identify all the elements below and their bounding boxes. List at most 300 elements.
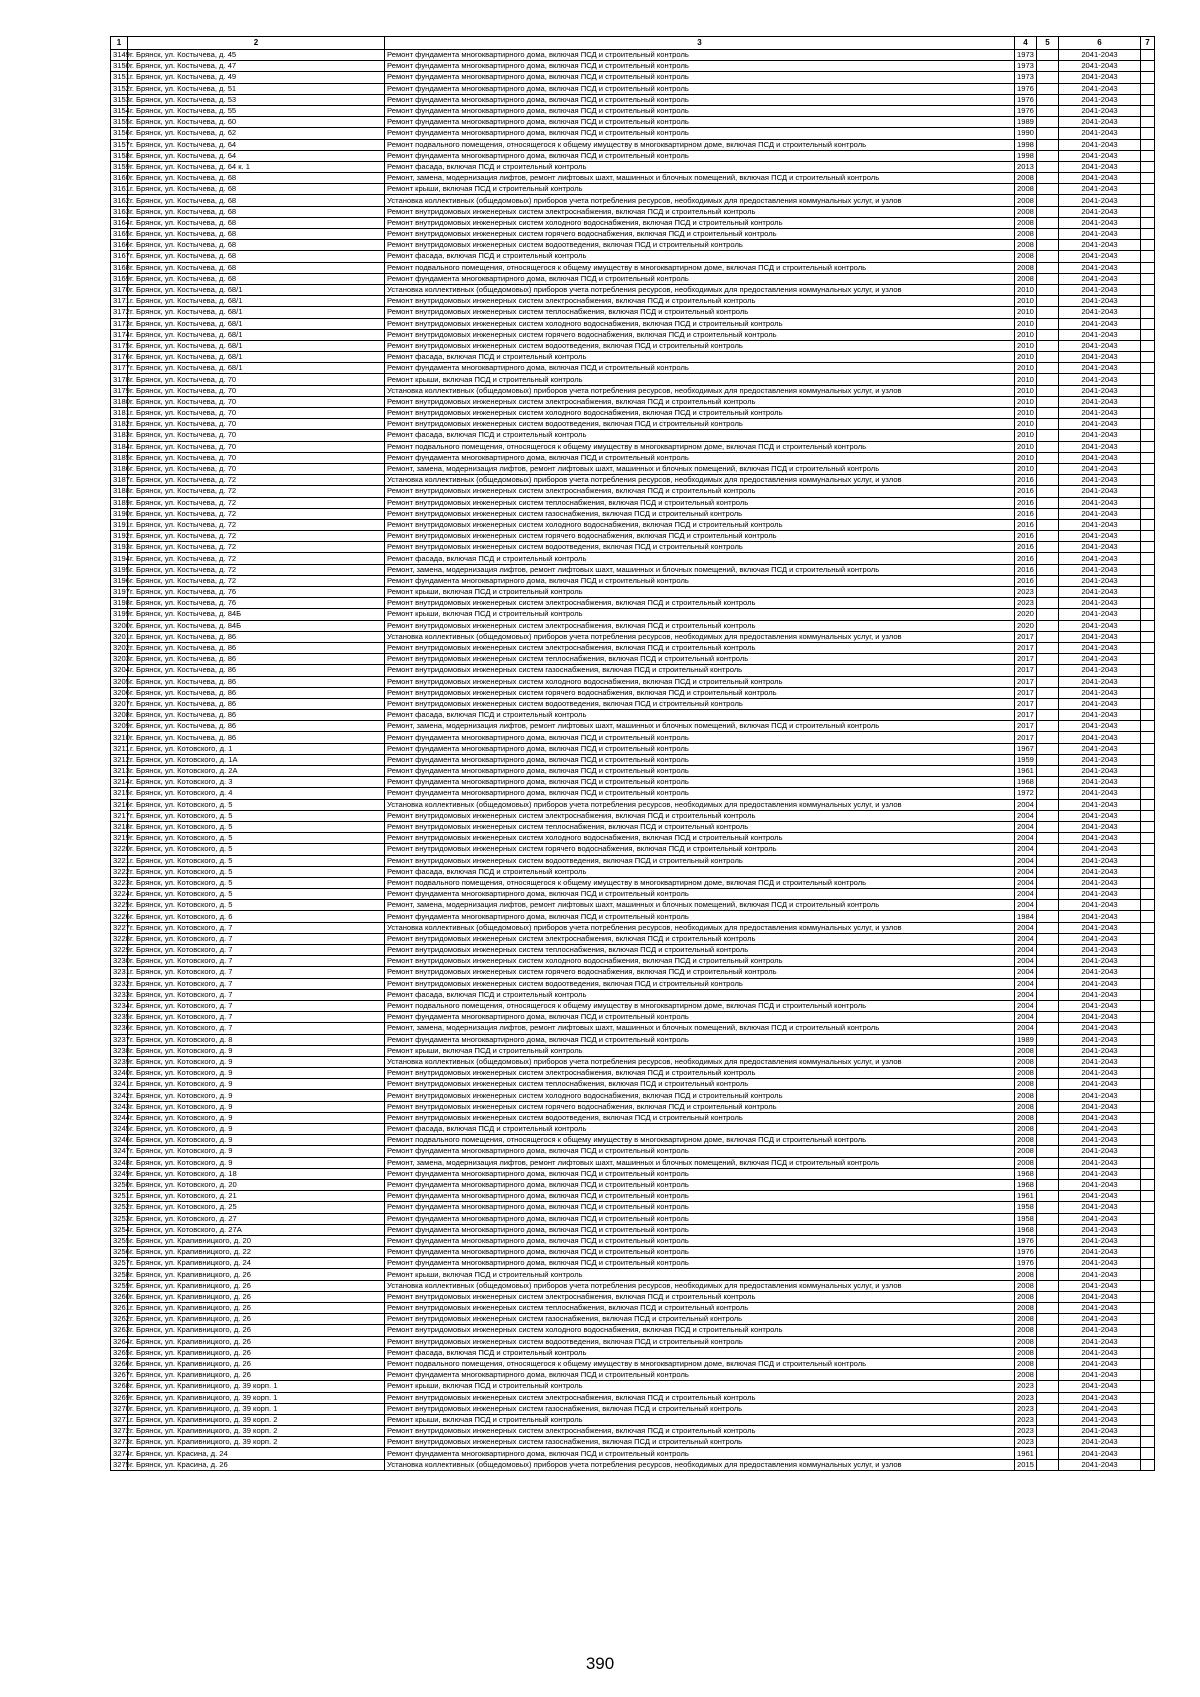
cell-address: г. Брянск, ул. Костычева, д. 72 bbox=[128, 575, 385, 586]
cell-row-number: 3237 bbox=[111, 1034, 128, 1045]
cell-col-7 bbox=[1141, 1068, 1155, 1079]
cell-row-number: 3217 bbox=[111, 810, 128, 821]
cell-period: 2041-2043 bbox=[1059, 889, 1141, 900]
cell-row-number: 3203 bbox=[111, 654, 128, 665]
cell-address: г. Брянск, ул. Костычева, д. 86 bbox=[128, 676, 385, 687]
cell-col-7 bbox=[1141, 531, 1155, 542]
cell-address: г. Брянск, ул. Костычева, д. 68/1 bbox=[128, 318, 385, 329]
cell-col-5 bbox=[1037, 698, 1059, 709]
cell-row-number: 3228 bbox=[111, 933, 128, 944]
cell-build-year: 2010 bbox=[1015, 284, 1037, 295]
cell-row-number: 3163 bbox=[111, 206, 128, 217]
cell-build-year: 1961 bbox=[1015, 1448, 1037, 1459]
cell-col-7 bbox=[1141, 1459, 1155, 1470]
cell-build-year: 2016 bbox=[1015, 508, 1037, 519]
cell-build-year: 2010 bbox=[1015, 430, 1037, 441]
cell-row-number: 3262 bbox=[111, 1314, 128, 1325]
cell-work-type: Ремонт внутридомовых инженерных систем газоснабжения, включая ПСД и строительный контроль bbox=[385, 508, 1015, 519]
cell-work-type: Ремонт фундамента многоквартирного дома, включая ПСД и строительный контроль bbox=[385, 1179, 1015, 1190]
cell-period: 2041-2043 bbox=[1059, 1101, 1141, 1112]
cell-period: 2041-2043 bbox=[1059, 1247, 1141, 1258]
table-row bbox=[111, 1124, 1155, 1135]
cell-col-7 bbox=[1141, 743, 1155, 754]
table-row bbox=[111, 1090, 1155, 1101]
cell-col-5 bbox=[1037, 206, 1059, 217]
cell-col-5 bbox=[1037, 1358, 1059, 1369]
cell-row-number: 3208 bbox=[111, 710, 128, 721]
page-number: 390 bbox=[585, 1654, 615, 1673]
cell-address: г. Брянск, ул. Котовского, д. 27А bbox=[128, 1224, 385, 1235]
table-row bbox=[111, 654, 1155, 665]
cell-row-number: 3164 bbox=[111, 217, 128, 228]
table-row bbox=[111, 1235, 1155, 1246]
cell-work-type: Ремонт фундамента многоквартирного дома, включая ПСД и строительный контроль bbox=[385, 72, 1015, 83]
cell-col-7 bbox=[1141, 833, 1155, 844]
cell-col-5 bbox=[1037, 374, 1059, 385]
cell-row-number: 3229 bbox=[111, 945, 128, 956]
table-row bbox=[111, 620, 1155, 631]
cell-address: г. Брянск, ул. Крапивницкого, д. 26 bbox=[128, 1269, 385, 1280]
cell-build-year: 1973 bbox=[1015, 72, 1037, 83]
cell-col-5 bbox=[1037, 139, 1059, 150]
cell-col-5 bbox=[1037, 430, 1059, 441]
cell-work-type: Ремонт фундамента многоквартирного дома, включая ПСД и строительный контроль bbox=[385, 1168, 1015, 1179]
cell-row-number: 3169 bbox=[111, 273, 128, 284]
cell-col-5 bbox=[1037, 911, 1059, 922]
table-row bbox=[111, 195, 1155, 206]
table-row bbox=[111, 721, 1155, 732]
table-row bbox=[111, 430, 1155, 441]
cell-period: 2041-2043 bbox=[1059, 732, 1141, 743]
cell-period: 2041-2043 bbox=[1059, 945, 1141, 956]
cell-build-year: 2008 bbox=[1015, 1079, 1037, 1090]
table-row bbox=[111, 1168, 1155, 1179]
cell-row-number: 3199 bbox=[111, 609, 128, 620]
cell-col-7 bbox=[1141, 654, 1155, 665]
cell-build-year: 2008 bbox=[1015, 1146, 1037, 1157]
cell-period: 2041-2043 bbox=[1059, 284, 1141, 295]
cell-build-year: 1968 bbox=[1015, 1168, 1037, 1179]
cell-row-number: 3168 bbox=[111, 262, 128, 273]
cell-row-number: 3250 bbox=[111, 1179, 128, 1190]
cell-row-number: 3156 bbox=[111, 128, 128, 139]
cell-period: 2041-2043 bbox=[1059, 844, 1141, 855]
cell-address: г. Брянск, ул. Костычева, д. 68 bbox=[128, 217, 385, 228]
cell-work-type: Ремонт фасада, включая ПСД и строительный контроль bbox=[385, 710, 1015, 721]
cell-address: г. Брянск, ул. Крапивницкого, д. 39 корп. 1 bbox=[128, 1403, 385, 1414]
cell-address: г. Брянск, ул. Костычева, д. 70 bbox=[128, 452, 385, 463]
cell-period: 2041-2043 bbox=[1059, 441, 1141, 452]
cell-work-type: Ремонт фундамента многоквартирного дома, включая ПСД и строительный контроль bbox=[385, 1224, 1015, 1235]
cell-period: 2041-2043 bbox=[1059, 956, 1141, 967]
cell-row-number: 3248 bbox=[111, 1157, 128, 1168]
table-row bbox=[111, 676, 1155, 687]
cell-col-5 bbox=[1037, 72, 1059, 83]
table-row bbox=[111, 83, 1155, 94]
cell-build-year: 1984 bbox=[1015, 911, 1037, 922]
cell-work-type: Ремонт внутридомовых инженерных систем газоснабжения, включая ПСД и строительный контроль bbox=[385, 665, 1015, 676]
header-col-5: 5 bbox=[1037, 37, 1059, 50]
cell-period: 2041-2043 bbox=[1059, 1079, 1141, 1090]
cell-period: 2041-2043 bbox=[1059, 788, 1141, 799]
cell-build-year: 2008 bbox=[1015, 1112, 1037, 1123]
table-row bbox=[111, 1303, 1155, 1314]
cell-work-type: Ремонт крыши, включая ПСД и строительный контроль bbox=[385, 609, 1015, 620]
cell-col-5 bbox=[1037, 307, 1059, 318]
cell-period: 2041-2043 bbox=[1059, 531, 1141, 542]
cell-col-5 bbox=[1037, 989, 1059, 1000]
cell-address: г. Брянск, ул. Крапивницкого, д. 39 корп. 2 bbox=[128, 1414, 385, 1425]
cell-col-7 bbox=[1141, 777, 1155, 788]
cell-col-7 bbox=[1141, 1090, 1155, 1101]
cell-row-number: 3249 bbox=[111, 1168, 128, 1179]
cell-period: 2041-2043 bbox=[1059, 1235, 1141, 1246]
cell-build-year: 2023 bbox=[1015, 587, 1037, 598]
cell-build-year: 2023 bbox=[1015, 1403, 1037, 1414]
cell-address: г. Брянск, ул. Крапивницкого, д. 39 корп. 1 bbox=[128, 1392, 385, 1403]
cell-col-5 bbox=[1037, 117, 1059, 128]
cell-address: г. Брянск, ул. Котовского, д. 5 bbox=[128, 900, 385, 911]
cell-work-type: Ремонт фундамента многоквартирного дома, включая ПСД и строительный контроль bbox=[385, 1202, 1015, 1213]
cell-address: г. Брянск, ул. Костычева, д. 72 bbox=[128, 486, 385, 497]
table-row bbox=[111, 374, 1155, 385]
cell-period: 2041-2043 bbox=[1059, 1347, 1141, 1358]
cell-col-5 bbox=[1037, 318, 1059, 329]
cell-build-year: 2004 bbox=[1015, 900, 1037, 911]
cell-row-number: 3167 bbox=[111, 251, 128, 262]
cell-address: г. Брянск, ул. Костычева, д. 70 bbox=[128, 385, 385, 396]
table-row bbox=[111, 452, 1155, 463]
cell-row-number: 3159 bbox=[111, 161, 128, 172]
table-row bbox=[111, 989, 1155, 1000]
cell-build-year: 1958 bbox=[1015, 1213, 1037, 1224]
table-row bbox=[111, 1370, 1155, 1381]
cell-row-number: 3153 bbox=[111, 94, 128, 105]
table-row bbox=[111, 1403, 1155, 1414]
cell-work-type: Ремонт, замена, модернизация лифтов, ремонт лифтовых шахт, машинных и блочных помещений, включая ПСД и строительный контроль bbox=[385, 1157, 1015, 1168]
cell-col-7 bbox=[1141, 72, 1155, 83]
cell-col-5 bbox=[1037, 352, 1059, 363]
cell-period: 2041-2043 bbox=[1059, 1146, 1141, 1157]
table-row bbox=[111, 352, 1155, 363]
cell-col-7 bbox=[1141, 620, 1155, 631]
cell-address: г. Брянск, ул. Крапивницкого, д. 39 корп. 2 bbox=[128, 1426, 385, 1437]
cell-row-number: 3270 bbox=[111, 1403, 128, 1414]
cell-col-7 bbox=[1141, 1157, 1155, 1168]
cell-work-type: Ремонт внутридомовых инженерных систем теплоснабжения, включая ПСД и строительный контроль bbox=[385, 654, 1015, 665]
cell-period: 2041-2043 bbox=[1059, 1291, 1141, 1302]
cell-build-year: 2008 bbox=[1015, 1157, 1037, 1168]
cell-build-year: 2023 bbox=[1015, 1414, 1037, 1425]
cell-col-5 bbox=[1037, 833, 1059, 844]
cell-col-5 bbox=[1037, 1213, 1059, 1224]
cell-build-year: 2017 bbox=[1015, 732, 1037, 743]
table-row bbox=[111, 1224, 1155, 1235]
cell-col-7 bbox=[1141, 564, 1155, 575]
cell-address: г. Брянск, ул. Красина, д. 26 bbox=[128, 1459, 385, 1470]
cell-period: 2041-2043 bbox=[1059, 810, 1141, 821]
cell-col-7 bbox=[1141, 486, 1155, 497]
cell-col-7 bbox=[1141, 877, 1155, 888]
cell-build-year: 2004 bbox=[1015, 1023, 1037, 1034]
cell-work-type: Ремонт подвального помещения, относящегося к общему имуществу в многоквартирном доме, включая ПСД и строительный контроль bbox=[385, 441, 1015, 452]
cell-address: г. Брянск, ул. Котовского, д. 9 bbox=[128, 1157, 385, 1168]
cell-build-year: 2010 bbox=[1015, 318, 1037, 329]
cell-period: 2041-2043 bbox=[1059, 754, 1141, 765]
cell-address: г. Брянск, ул. Котовского, д. 9 bbox=[128, 1146, 385, 1157]
cell-row-number: 3210 bbox=[111, 732, 128, 743]
cell-period: 2041-2043 bbox=[1059, 1269, 1141, 1280]
cell-col-7 bbox=[1141, 463, 1155, 474]
cell-col-7 bbox=[1141, 821, 1155, 832]
cell-col-5 bbox=[1037, 542, 1059, 553]
cell-col-7 bbox=[1141, 1023, 1155, 1034]
cell-build-year: 2010 bbox=[1015, 296, 1037, 307]
header-row bbox=[111, 37, 1155, 50]
cell-period: 2041-2043 bbox=[1059, 475, 1141, 486]
cell-build-year: 2004 bbox=[1015, 810, 1037, 821]
cell-period: 2041-2043 bbox=[1059, 1370, 1141, 1381]
cell-address: г. Брянск, ул. Костычева, д. 60 bbox=[128, 117, 385, 128]
cell-col-5 bbox=[1037, 1068, 1059, 1079]
table-row bbox=[111, 777, 1155, 788]
table-row bbox=[111, 542, 1155, 553]
cell-row-number: 3246 bbox=[111, 1135, 128, 1146]
cell-row-number: 3223 bbox=[111, 877, 128, 888]
table-row bbox=[111, 933, 1155, 944]
cell-period: 2041-2043 bbox=[1059, 1381, 1141, 1392]
cell-period: 2041-2043 bbox=[1059, 262, 1141, 273]
cell-col-5 bbox=[1037, 1101, 1059, 1112]
table-row bbox=[111, 1023, 1155, 1034]
cell-col-5 bbox=[1037, 1191, 1059, 1202]
cell-col-7 bbox=[1141, 340, 1155, 351]
cell-row-number: 3178 bbox=[111, 374, 128, 385]
cell-period: 2041-2043 bbox=[1059, 430, 1141, 441]
cell-build-year: 2008 bbox=[1015, 1269, 1037, 1280]
cell-address: г. Брянск, ул. Котовского, д. 7 bbox=[128, 1012, 385, 1023]
cell-build-year: 2008 bbox=[1015, 1314, 1037, 1325]
cell-period: 2041-2043 bbox=[1059, 1314, 1141, 1325]
cell-col-7 bbox=[1141, 1437, 1155, 1448]
cell-work-type: Ремонт подвального помещения, относящегося к общему имуществу в многоквартирном доме, включая ПСД и строительный контроль bbox=[385, 139, 1015, 150]
cell-address: г. Брянск, ул. Крапивницкого, д. 26 bbox=[128, 1358, 385, 1369]
cell-col-5 bbox=[1037, 1056, 1059, 1067]
table-row bbox=[111, 598, 1155, 609]
cell-build-year: 2016 bbox=[1015, 564, 1037, 575]
cell-work-type: Ремонт фундамента многоквартирного дома, включая ПСД и строительный контроль bbox=[385, 754, 1015, 765]
cell-period: 2041-2043 bbox=[1059, 94, 1141, 105]
cell-row-number: 3271 bbox=[111, 1414, 128, 1425]
cell-col-7 bbox=[1141, 117, 1155, 128]
cell-work-type: Ремонт фундамента многоквартирного дома, включая ПСД и строительный контроль bbox=[385, 1247, 1015, 1258]
cell-period: 2041-2043 bbox=[1059, 363, 1141, 374]
cell-work-type: Ремонт подвального помещения, относящегося к общему имуществу в многоквартирном доме, включая ПСД и строительный контроль bbox=[385, 262, 1015, 273]
cell-address: г. Брянск, ул. Крапивницкого, д. 26 bbox=[128, 1370, 385, 1381]
cell-work-type: Установка коллективных (общедомовых) приборов учета потребления ресурсов, необходимых для предоставления коммунальных услуг, и узлов bbox=[385, 475, 1015, 486]
cell-row-number: 3172 bbox=[111, 307, 128, 318]
cell-row-number: 3268 bbox=[111, 1381, 128, 1392]
cell-row-number: 3170 bbox=[111, 284, 128, 295]
cell-address: г. Брянск, ул. Костычева, д. 70 bbox=[128, 408, 385, 419]
cell-period: 2041-2043 bbox=[1059, 497, 1141, 508]
cell-work-type: Ремонт внутридомовых инженерных систем холодного водоснабжения, включая ПСД и строительный контроль bbox=[385, 318, 1015, 329]
table-row bbox=[111, 900, 1155, 911]
cell-work-type: Ремонт фасада, включая ПСД и строительный контроль bbox=[385, 553, 1015, 564]
cell-build-year: 2008 bbox=[1015, 1370, 1037, 1381]
cell-address: г. Брянск, ул. Костычева, д. 62 bbox=[128, 128, 385, 139]
cell-col-5 bbox=[1037, 273, 1059, 284]
cell-work-type: Ремонт, замена, модернизация лифтов, ремонт лифтовых шахт, машинных и блочных помещений, включая ПСД и строительный контроль bbox=[385, 564, 1015, 575]
cell-row-number: 3190 bbox=[111, 508, 128, 519]
cell-col-7 bbox=[1141, 1235, 1155, 1246]
table-row bbox=[111, 150, 1155, 161]
cell-build-year: 1973 bbox=[1015, 50, 1037, 61]
cell-build-year: 1973 bbox=[1015, 61, 1037, 72]
cell-work-type: Ремонт внутридомовых инженерных систем теплоснабжения, включая ПСД и строительный контроль bbox=[385, 307, 1015, 318]
cell-address: г. Брянск, ул. Костычева, д. 72 bbox=[128, 519, 385, 530]
cell-col-5 bbox=[1037, 195, 1059, 206]
cell-col-5 bbox=[1037, 519, 1059, 530]
cell-work-type: Ремонт внутридомовых инженерных систем теплоснабжения, включая ПСД и строительный контроль bbox=[385, 497, 1015, 508]
table-row bbox=[111, 1101, 1155, 1112]
cell-col-5 bbox=[1037, 50, 1059, 61]
cell-col-7 bbox=[1141, 1258, 1155, 1269]
table-row bbox=[111, 340, 1155, 351]
cell-work-type: Ремонт внутридомовых инженерных систем газоснабжения, включая ПСД и строительный контроль bbox=[385, 1403, 1015, 1414]
cell-build-year: 2010 bbox=[1015, 408, 1037, 419]
header-col-4: 4 bbox=[1015, 37, 1037, 50]
cell-period: 2041-2043 bbox=[1059, 1414, 1141, 1425]
cell-address: г. Брянск, ул. Костычева, д. 70 bbox=[128, 430, 385, 441]
cell-row-number: 3165 bbox=[111, 229, 128, 240]
cell-period: 2041-2043 bbox=[1059, 251, 1141, 262]
cell-address: г. Брянск, ул. Котовского, д. 7 bbox=[128, 922, 385, 933]
cell-work-type: Ремонт крыши, включая ПСД и строительный контроль bbox=[385, 1414, 1015, 1425]
cell-col-5 bbox=[1037, 1291, 1059, 1302]
cell-period: 2041-2043 bbox=[1059, 217, 1141, 228]
cell-col-5 bbox=[1037, 452, 1059, 463]
cell-period: 2041-2043 bbox=[1059, 1034, 1141, 1045]
table-row bbox=[111, 1112, 1155, 1123]
cell-address: г. Брянск, ул. Котовского, д. 9 bbox=[128, 1135, 385, 1146]
cell-row-number: 3253 bbox=[111, 1213, 128, 1224]
table-row bbox=[111, 1045, 1155, 1056]
cell-col-5 bbox=[1037, 441, 1059, 452]
cell-address: г. Брянск, ул. Котовского, д. 7 bbox=[128, 1023, 385, 1034]
cell-build-year: 2004 bbox=[1015, 877, 1037, 888]
cell-col-7 bbox=[1141, 844, 1155, 855]
cell-col-7 bbox=[1141, 296, 1155, 307]
cell-work-type: Ремонт фундамента многоквартирного дома, включая ПСД и строительный контроль bbox=[385, 1258, 1015, 1269]
cell-period: 2041-2043 bbox=[1059, 1258, 1141, 1269]
cell-address: г. Брянск, ул. Котовского, д. 1А bbox=[128, 754, 385, 765]
cell-build-year: 1967 bbox=[1015, 743, 1037, 754]
cell-build-year: 1976 bbox=[1015, 105, 1037, 116]
cell-period: 2041-2043 bbox=[1059, 1045, 1141, 1056]
cell-work-type: Ремонт фундамента многоквартирного дома, включая ПСД и строительный контроль bbox=[385, 1448, 1015, 1459]
cell-work-type: Ремонт фундамента многоквартирного дома, включая ПСД и строительный контроль bbox=[385, 363, 1015, 374]
cell-build-year: 2016 bbox=[1015, 575, 1037, 586]
cell-row-number: 3171 bbox=[111, 296, 128, 307]
cell-col-5 bbox=[1037, 575, 1059, 586]
cell-address: г. Брянск, ул. Костычева, д. 51 bbox=[128, 83, 385, 94]
cell-col-5 bbox=[1037, 933, 1059, 944]
cell-period: 2041-2043 bbox=[1059, 50, 1141, 61]
cell-period: 2041-2043 bbox=[1059, 766, 1141, 777]
cell-address: г. Брянск, ул. Костычева, д. 86 bbox=[128, 665, 385, 676]
cell-build-year: 2016 bbox=[1015, 542, 1037, 553]
cell-col-5 bbox=[1037, 654, 1059, 665]
cell-work-type: Ремонт внутридомовых инженерных систем электроснабжения, включая ПСД и строительный контроль bbox=[385, 1426, 1015, 1437]
cell-row-number: 3205 bbox=[111, 676, 128, 687]
cell-period: 2041-2043 bbox=[1059, 329, 1141, 340]
cell-work-type: Ремонт, замена, модернизация лифтов, ремонт лифтовых шахт, машинных и блочных помещений, включая ПСД и строительный контроль bbox=[385, 173, 1015, 184]
cell-address: г. Брянск, ул. Костычева, д. 72 bbox=[128, 531, 385, 542]
cell-period: 2041-2043 bbox=[1059, 933, 1141, 944]
cell-col-7 bbox=[1141, 206, 1155, 217]
cell-period: 2041-2043 bbox=[1059, 698, 1141, 709]
cell-col-5 bbox=[1037, 284, 1059, 295]
cell-col-7 bbox=[1141, 161, 1155, 172]
cell-col-7 bbox=[1141, 855, 1155, 866]
cell-period: 2041-2043 bbox=[1059, 1358, 1141, 1369]
cell-row-number: 3269 bbox=[111, 1392, 128, 1403]
cell-address: г. Брянск, ул. Костычева, д. 84Б bbox=[128, 620, 385, 631]
cell-col-7 bbox=[1141, 217, 1155, 228]
table-row bbox=[111, 1258, 1155, 1269]
cell-col-7 bbox=[1141, 1112, 1155, 1123]
table-row bbox=[111, 665, 1155, 676]
cell-period: 2041-2043 bbox=[1059, 967, 1141, 978]
cell-row-number: 3272 bbox=[111, 1426, 128, 1437]
cell-col-7 bbox=[1141, 195, 1155, 206]
cell-address: г. Брянск, ул. Костычева, д. 86 bbox=[128, 732, 385, 743]
cell-period: 2041-2043 bbox=[1059, 385, 1141, 396]
table-row bbox=[111, 1034, 1155, 1045]
cell-address: г. Брянск, ул. Костычева, д. 68 bbox=[128, 262, 385, 273]
table-row bbox=[111, 1068, 1155, 1079]
cell-row-number: 3214 bbox=[111, 777, 128, 788]
cell-col-7 bbox=[1141, 900, 1155, 911]
cell-period: 2041-2043 bbox=[1059, 1012, 1141, 1023]
cell-col-7 bbox=[1141, 419, 1155, 430]
cell-build-year: 2023 bbox=[1015, 1426, 1037, 1437]
cell-address: г. Брянск, ул. Костычева, д. 68/1 bbox=[128, 284, 385, 295]
cell-row-number: 3194 bbox=[111, 553, 128, 564]
cell-row-number: 3187 bbox=[111, 475, 128, 486]
table-row bbox=[111, 396, 1155, 407]
cell-work-type: Ремонт фундамента многоквартирного дома, включая ПСД и строительный контроль bbox=[385, 117, 1015, 128]
cell-row-number: 3258 bbox=[111, 1269, 128, 1280]
cell-row-number: 3184 bbox=[111, 441, 128, 452]
cell-col-7 bbox=[1141, 631, 1155, 642]
table-row bbox=[111, 441, 1155, 452]
cell-col-7 bbox=[1141, 1314, 1155, 1325]
cell-col-7 bbox=[1141, 978, 1155, 989]
cell-work-type: Ремонт внутридомовых инженерных систем электроснабжения, включая ПСД и строительный контроль bbox=[385, 296, 1015, 307]
cell-col-7 bbox=[1141, 83, 1155, 94]
cell-work-type: Установка коллективных (общедомовых) приборов учета потребления ресурсов, необходимых для предоставления коммунальных услуг, и узлов bbox=[385, 1056, 1015, 1067]
cell-build-year: 2017 bbox=[1015, 631, 1037, 642]
cell-address: г. Брянск, ул. Котовского, д. 5 bbox=[128, 844, 385, 855]
cell-build-year: 1961 bbox=[1015, 1191, 1037, 1202]
cell-build-year: 2008 bbox=[1015, 1045, 1037, 1056]
cell-col-7 bbox=[1141, 363, 1155, 374]
table-row bbox=[111, 1012, 1155, 1023]
table-row bbox=[111, 1056, 1155, 1067]
cell-col-7 bbox=[1141, 721, 1155, 732]
